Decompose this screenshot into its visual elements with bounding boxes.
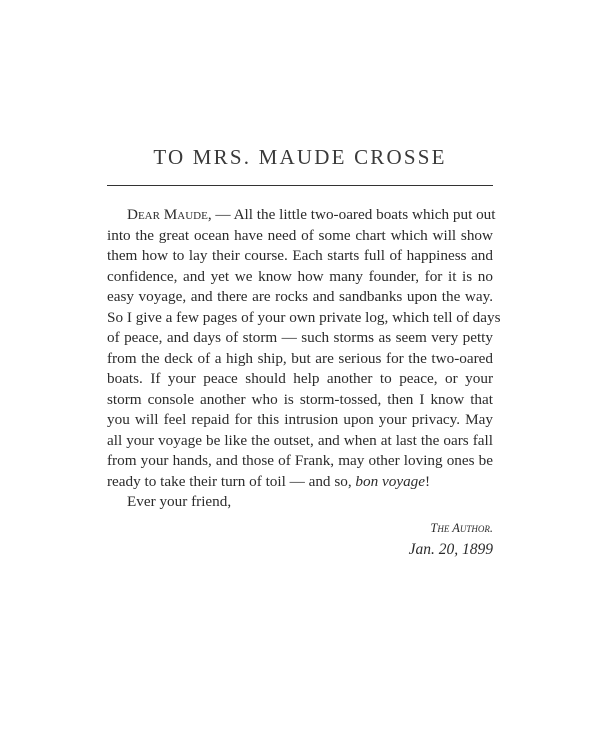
letter-line: confidence, and yet we know how many founder, for it is no xyxy=(107,267,493,285)
letter-line: boats. If your peace should help another to peace, or your xyxy=(107,370,493,387)
letter-line: all your voyage be like the outset, and when at last the oars fall xyxy=(107,431,493,449)
exclamation: ! xyxy=(425,472,431,490)
letter-line: storm console another who is storm-tossed, then I know that xyxy=(107,390,493,408)
letter-line: So I give a few pages of your own private log, which tell of days xyxy=(107,308,501,326)
last-line-text: ready to take their turn of toil — and so, xyxy=(107,472,356,490)
letter-line: easy voyage, and there are rocks and sandbanks upon the way. xyxy=(107,288,493,305)
letter-last-line xyxy=(107,472,493,493)
letter-line: from your hands, and those of Frank, may other loving ones be xyxy=(107,452,493,469)
dedication-title: TO MRS. MAUDE CROSSE xyxy=(153,145,447,169)
title-rule xyxy=(107,185,493,186)
bon-voyage-phrase: bon voyage xyxy=(355,472,426,490)
signature: The Author. xyxy=(430,520,493,535)
dedication-letter xyxy=(107,205,501,561)
closing: Ever your friend, xyxy=(127,493,232,510)
letter-line: from the deck of a high ship, but are serious for the two-oared xyxy=(107,349,493,367)
letter-date: Jan. 20, 1899 xyxy=(408,541,493,558)
salutation: Dear Maude, xyxy=(127,206,212,223)
first-line-text: — All the little two-oared boats which put out xyxy=(211,206,496,223)
letter-line: them how to lay their course. Each starts full of happiness and xyxy=(107,247,493,264)
letter-line: you will feel repaid for this intrusion upon your privacy. May xyxy=(107,411,493,428)
letter-first-line xyxy=(107,205,496,226)
letter-line: of peace, and days of storm — such storms as seem very petty xyxy=(107,329,493,346)
letter-line: into the great ocean have need of some chart which will show xyxy=(107,226,493,244)
